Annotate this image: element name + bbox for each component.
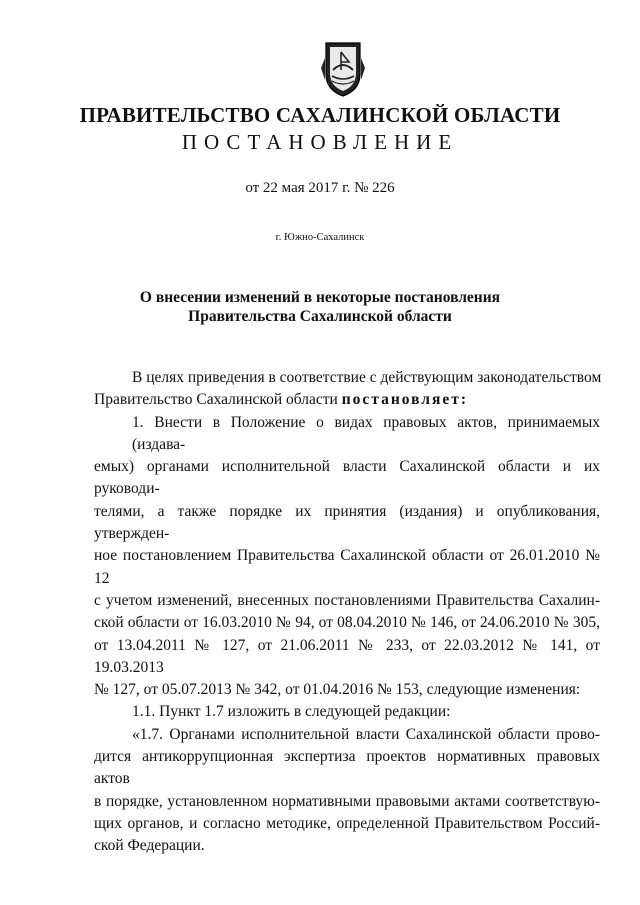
body-line: дится антикоррупционная экспертиза проектов нормативных правовых актов [94, 748, 600, 788]
body-line: «1.7. Органами исполнительной власти Сахалинской области прово- [132, 725, 600, 743]
body-text: Правительство Сахалинской области [94, 391, 342, 409]
document-date-number: от 22 мая 2017 г. № 226 [245, 180, 395, 196]
document-type: ПОСТАНОВЛЕНИЕ [181, 130, 459, 154]
subject-line: О внесении изменений в некоторые постановления [139, 289, 501, 306]
body-line: щих органов, и согласно методике, определенной Правительством Россий- [94, 814, 600, 832]
body-line: ской Федерации. [94, 837, 205, 855]
city-name: г. Южно-Сахалинск [275, 232, 365, 243]
body-line: № 127, от 05.07.2013 № 342, от 01.04.2016 № 153, следующие изменения: [94, 681, 581, 699]
body-line: в порядке, установленном нормативными правовыми актами соответствую- [94, 792, 600, 810]
document-subject [0, 288, 640, 326]
body-line: телями, а также порядке их принятия (издания) и опубликования, утвержден- [94, 502, 600, 543]
decree-keyword: постановляет: [341, 391, 469, 409]
body-line: В целях приведения в соответствие с действующим законодательством [132, 369, 602, 386]
body-line: емых) органами исполнительной власти Сахалинской области и их руководи- [94, 458, 600, 498]
sakhalin-coat-of-arms-emblem [320, 40, 366, 98]
body-line: 1.1. Пункт 1.7 изложить в следующей редакции: [132, 703, 451, 721]
body-line: с учетом изменений, внесенных постановлениями Правительства Сахалин- [94, 591, 600, 609]
body-line: ное постановлением Правительства Сахалинской области от 26.01.2010 № 12 [94, 547, 600, 587]
body-line: 1. Внести в Положение о видах правовых актов, принимаемых (издава- [132, 413, 600, 453]
body-line: от 13.04.2011 № 127, от 21.06.2011 № 233, от 22.03.2012 № 141, от 19.03.2013 [94, 636, 600, 676]
government-name: ПРАВИТЕЛЬСТВО САХАЛИНСКОЙ ОБЛАСТИ [79, 103, 561, 127]
body-line [94, 389, 600, 411]
subject-line: Правительства Сахалинской области [188, 308, 452, 325]
document-body [94, 367, 600, 858]
body-line: ской области от 16.03.2010 № 94, от 08.04.2010 № 146, от 24.06.2010 № 305, [94, 614, 600, 632]
